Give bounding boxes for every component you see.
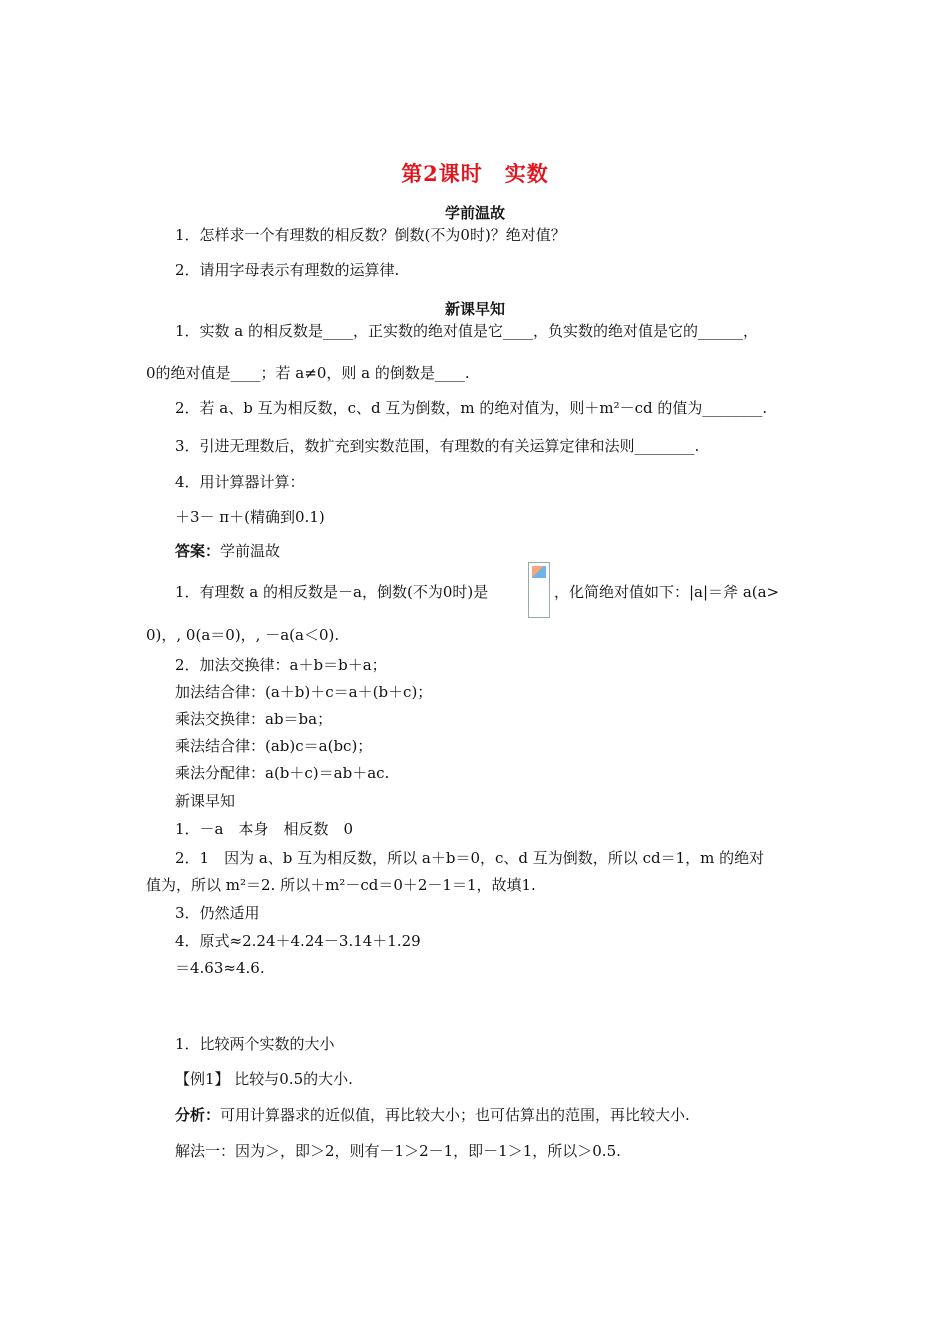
analysis-label: 分析： — [175, 1106, 221, 1124]
answer-b2a: 2．1 因为 a、b 互为相反数，所以 a＋b＝0，c、d 互为倒数，所以 cd＝1，m 的绝对 — [175, 849, 765, 867]
review-question-1: 1．怎样求一个有理数的相反数？倒数(不为0时)？绝对值？ — [175, 226, 566, 244]
answers-label: 答案： — [175, 542, 221, 560]
answer-2c: 乘法交换律：ab＝ba； — [175, 710, 333, 728]
answer-1a: 1．有理数 a 的相反数是－a，倒数(不为0时)是 — [175, 583, 489, 601]
answers-label-rest: 学前温故 — [220, 542, 281, 560]
answer-1c: 0)，, 0(a＝0)，, －a(a＜0). — [146, 626, 340, 644]
analysis-line — [175, 1105, 690, 1125]
page-title: 第2课时 实数 — [401, 161, 549, 186]
answers-new-heading: 新课早知 — [175, 792, 236, 810]
heading-review: 学前温故 — [444, 204, 505, 222]
preview-question-4-expression: ＋3－ π＋(精确到0.1) — [175, 508, 325, 526]
review-question-2: 2．请用字母表示有理数的运算律. — [175, 261, 400, 279]
heading-preview: 新课早知 — [444, 300, 505, 318]
example-1: 【例1】 比较与0.5的大小. — [175, 1070, 353, 1088]
broken-image-icon — [528, 562, 550, 618]
preview-question-1a: 1．实数 a 的相反数是____，正实数的绝对值是它____，负实数的绝对值是它的______， — [175, 322, 759, 340]
answer-b3: 3．仍然适用 — [175, 904, 260, 922]
answer-2e: 乘法分配律：a(b＋c)＝ab＋ac. — [175, 764, 390, 782]
topic-1-title: 1．比较两个实数的大小 — [175, 1035, 335, 1053]
solution-1: 解法一：因为＞，即＞2，则有－1＞2－1，即－1＞1，所以＞0.5. — [175, 1142, 621, 1160]
answer-2d: 乘法结合律：(ab)c＝a(bc)； — [175, 737, 373, 755]
preview-question-4: 4．用计算器计算： — [175, 473, 305, 491]
answer-b2b: 值为，所以 m²＝2. 所以＋m²－cd＝0＋2－1＝1，故填1. — [146, 876, 536, 894]
preview-question-3: 3．引进无理数后，数扩充到实数范围，有理数的有关运算定律和法则________. — [175, 437, 700, 455]
answer-1b: ，化简绝对值如下：|a|＝斧 a(a> — [554, 583, 780, 601]
answers-label-line — [175, 541, 280, 561]
answer-b4a: 4．原式≈2.24＋4.24－3.14＋1.29 — [175, 932, 421, 950]
answer-2b: 加法结合律：(a＋b)＋c＝a＋(b＋c)； — [175, 683, 433, 701]
preview-question-2: 2．若 a、b 互为相反数，c、d 互为倒数，m 的绝对值为，则＋m²－cd 的值为________. — [175, 399, 768, 417]
answer-2a: 2．加法交换律：a＋b＝b＋a； — [175, 656, 387, 674]
answer-b4b: ＝4.63≈4.6. — [175, 959, 265, 977]
preview-question-1b: 0的绝对值是____；若 a≠0，则 a 的倒数是____. — [146, 364, 470, 382]
analysis-text: 可用计算器求的近似值，再比较大小；也可估算出的范围，再比较大小. — [220, 1106, 690, 1124]
answer-b1: 1．－a 本身 相反数 0 — [175, 820, 354, 838]
